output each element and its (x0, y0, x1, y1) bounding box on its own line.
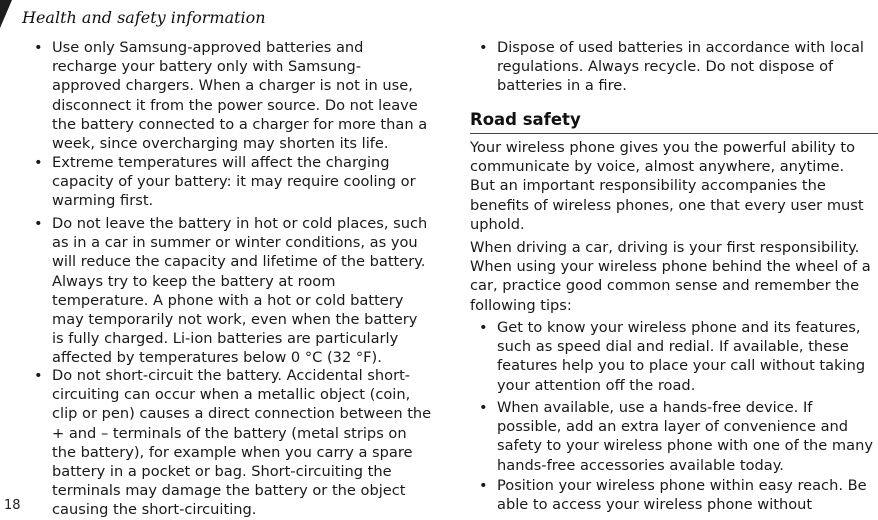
bullet-text: Do not leave the battery in hot or cold places, such as in a car in summer or winter conditions, as you will reduce the capacity and lifetime of the battery. Always try to keep the battery at room temperature. A phone with a hot or cold battery may temporarily not work, even when the battery is fully charged. Li-ion batteries are particularly affected by temperatures below 0 °C (32 °F). (52, 215, 428, 367)
bullet-symbol: • (479, 477, 488, 494)
bullet-text: Dispose of used batteries in accordance with local regulations. Always recycle. Do not dispose of batteries in a fire. (497, 39, 864, 95)
page-number: 18 (4, 498, 21, 513)
bullet-symbol: • (34, 215, 43, 232)
bullet-text: Get to know your wireless phone and its features, such as speed dial and redial. If available, these features help you to place your call without taking your attention off the road. (497, 319, 866, 394)
header-title: Health and safety information (22, 8, 266, 27)
bullet-text: When available, use a hands-free device. If possible, add an extra layer of convenience and safety to your wireless phone with one of the many hands-free accessories available today. (497, 399, 873, 474)
bullet-symbol: • (34, 367, 43, 384)
bullet-text: Position your wireless phone within easy reach. Be able to access your wireless phone without (497, 477, 867, 514)
paragraph: Your wireless phone gives you the powerful ability to communicate by voice, almost anywhere, anytime. But an important responsibility accompanies the benefits of wireless phones, one that every user must uphold. (470, 139, 864, 233)
header-tab-marker (0, 0, 12, 28)
bullet-text: Use only Samsung-approved batteries and recharge your battery only with Samsung- approved chargers. When a charger is not in use, disconnect it from the power source. Do not leave the battery connected to a charger for more than a week, since overcharging may shorten its life. (52, 39, 428, 153)
bullet-text: Do not short-circuit the battery. Accidental short- circuiting can occur when a metallic object (coin, clip or pen) causes a direct connection between the + and – terminals of the battery (metal strips on the battery), for example when you carry a spare battery in a pocket or bag. Short-circuiting the terminals may damage the battery or the object causing the short-circuiting. (52, 367, 432, 519)
paragraph: When driving a car, driving is your first responsibility. When using your wireless phone behind the wheel of a car, practice good common sense and remember the following tips: (470, 239, 871, 314)
page-header (0, 0, 878, 38)
bullet-symbol: • (479, 319, 488, 336)
bullet-symbol: • (479, 399, 488, 416)
bullet-text: Extreme temperatures will affect the charging capacity of your battery: it may require cooling or warming first. (52, 154, 416, 210)
section-title: Road safety (470, 110, 581, 129)
bullet-symbol: • (479, 39, 488, 56)
bullet-symbol: • (34, 39, 43, 56)
bullet-symbol: • (34, 154, 43, 171)
section-divider (470, 133, 878, 134)
